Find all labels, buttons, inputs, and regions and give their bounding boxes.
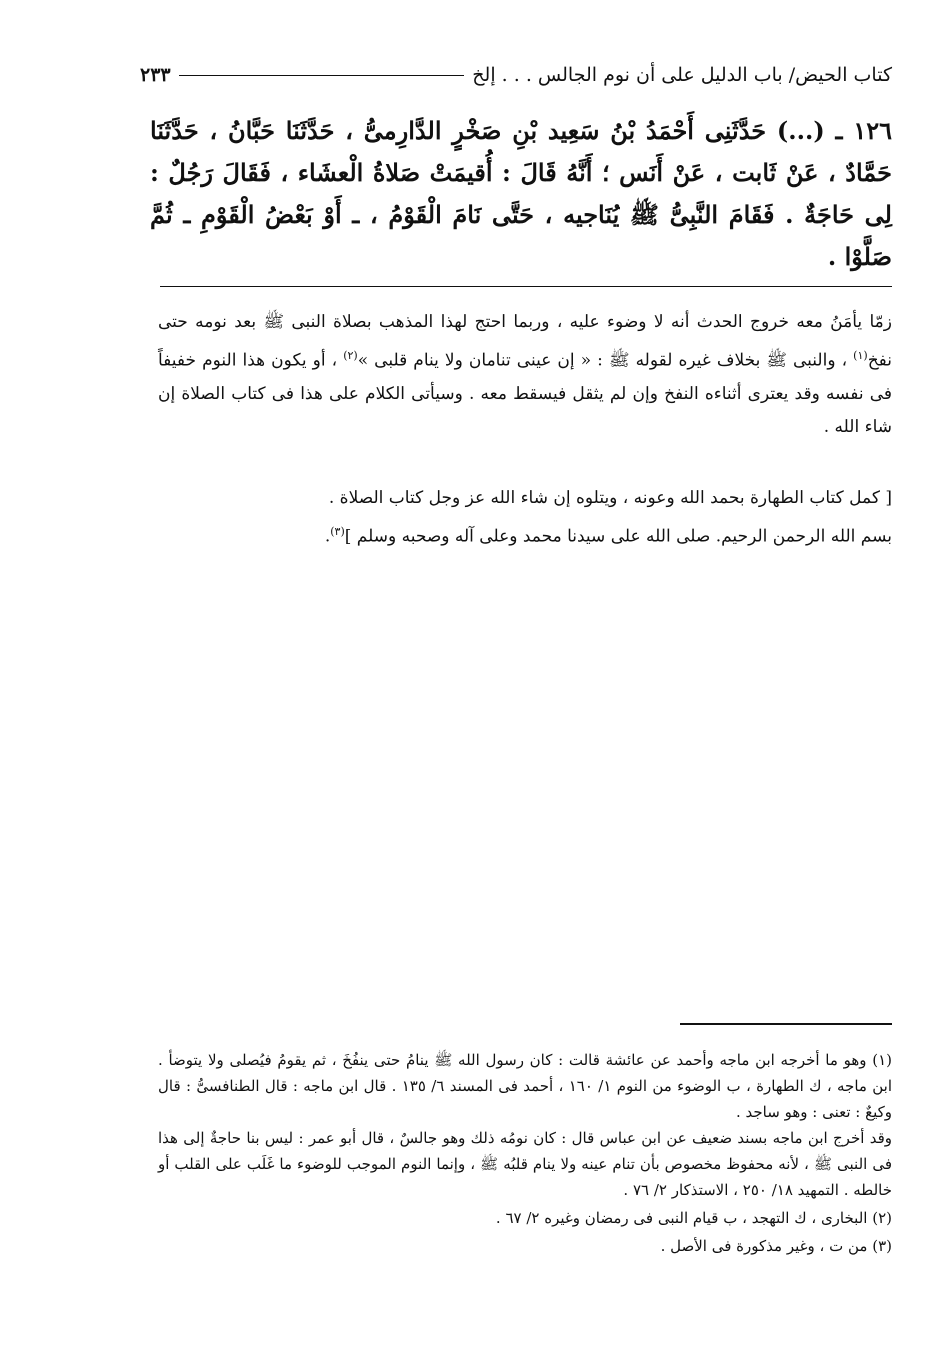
colophon <box>170 482 892 554</box>
footnote-1 <box>158 1047 892 1203</box>
footnote-3 <box>158 1233 892 1259</box>
footnote-ref-1: (١) <box>853 349 868 362</box>
commentary-part-1: زمّا يأمَنُ معه خروج الحدث أنه لا وضوء عليه ، وربما احتج لهذا المذهب بصلاة النبى ﷺ بعد نومه حتى نفخ <box>158 312 892 371</box>
commentary-part-2: ، والنبى ﷺ بخلاف غيره لقوله ﷺ : « إن عينى تنامان ولا ينام قلبى » <box>357 350 854 371</box>
footnote-2-text: (٢) البخارى ، ك التهجد ، ب قيام النبى فى رمضان وغيره ٢/ ٦٧ . <box>495 1209 892 1227</box>
footnote-ref-2: (٢) <box>343 349 358 362</box>
colophon-line-2 <box>170 515 892 554</box>
footnotes <box>158 1047 892 1261</box>
footnote-2 <box>158 1205 892 1231</box>
commentary-paragraph <box>158 306 892 444</box>
running-head-rule <box>179 75 465 76</box>
footnote-divider <box>680 1023 892 1025</box>
footnote-1-continuation: وقد أخرج ابن ماجه بسند ضعيف عن ابن عباس قال : كان نومُه ذلك وهو جالسٌ ، قال أبو عمر : ليس بنا حاجةٌ إلى هذا فى النبى ﷺ ، لأنه محفوظ مخصوص بأن تنام عينه ولا ينام قلبُه ﷺ ، وإنما النوم الموجب للوضوء ما غَلَب على القلب أو خالطه . التمهيد ١٨/ ٢٥٠ ، الاستذكار ٢/ ٧٦ . <box>158 1129 892 1199</box>
colophon-end: . <box>324 526 331 547</box>
footnote-ref-3: (٣) <box>330 525 345 538</box>
commentary <box>158 306 892 444</box>
footnote-1-text: (١) وهو ما أخرجه ابن ماجه وأحمد عن عائشة قالت : كان رسول الله ﷺ ينامُ حتى ينفُخَ ، ثم يقومُ فيُصلى ولا يتوضأ . ابن ماجه ، ك الطهارة ، ب الوضوء من النوم ١/ ١٦٠ ، أحمد فى المسند ٦/ ١٣٥ . قال ابن ماجه : قال الطنافسىُّ : قال وكيعٌ : تعنى : وهو ساجد . <box>158 1051 893 1121</box>
colophon-line-1: [ كمل كتاب الطهارة بحمد الله وعونه ، ويتلوه إن شاء الله عز وجل كتاب الصلاة . <box>328 488 892 508</box>
running-head <box>140 60 892 90</box>
hadith-number: ١٢٦ ـ (...) <box>776 116 892 145</box>
footnote-3-text: (٣) من ت ، وغير مذكورة فى الأصل . <box>660 1237 892 1255</box>
text-divider <box>160 286 892 287</box>
running-head-title: كتاب الحيض/ باب الدليل على أن نوم الجالس . . . إلخ <box>472 64 892 86</box>
hadith-body: حَدَّثَنِى أَحْمَدُ بْنُ سَعِيد بْنِ صَخْرٍ الدَّارِمىُّ ، حَدَّثَنَا حَبَّانُ ، حَدَّثَنَا حَمَّادٌ ، عَنْ ثَابت ، عَنْ أَنَس ؛ أَنَّهُ قَالَ : أُقيمَتْ صَلاةُ الْعشَاء ، فَقَالَ رَجُلٌ : لِى حَاجَةٌ . فَقَامَ النَّبِىُّ ﷺ يُنَاجيه ، حَتَّى نَامَ الْقَوْمُ ، ـ أَوْ بَعْضُ الْقَوْمِ ـ ثُمَّ صَلَّوْا . <box>150 116 892 271</box>
colophon-line-2-text: بسم الله الرحمن الرحيم. صلى الله على سيدنا محمد وعلى آله وصحبه وسلم ] <box>344 526 892 547</box>
hadith-text <box>150 110 892 278</box>
commentary-part-3: ، أو يكون هذا النوم خفيفاً فى نفسه وقد يعترى أثناءه النفخ وإن لم يثقل فيسقط معه . وسيأتى الكلام على هذا فى كتاب الصلاة إن شاء الله . <box>158 350 892 437</box>
page-number: ٢٣٣ <box>140 64 171 86</box>
